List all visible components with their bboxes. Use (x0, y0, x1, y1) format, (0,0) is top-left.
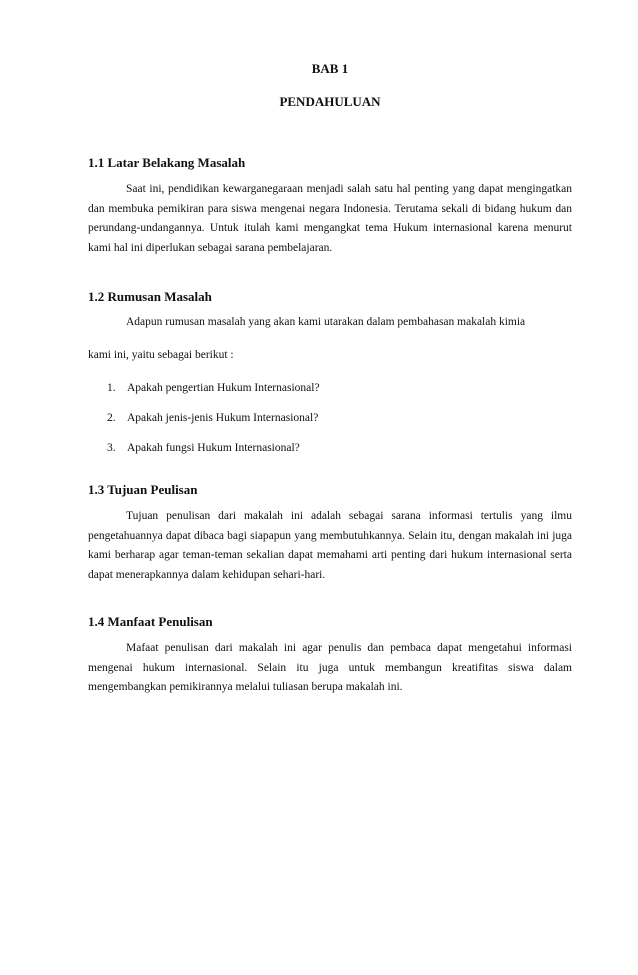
section-paragraph-tujuan-penulisan: Tujuan penulisan dari makalah ini adalah sebagai sarana informasi tertulis yang ilmu pengetahuannya dapat dibaca bagi siapapun yang membutuhkannya. Selain itu, dengan makalah ini juga kami berharap agar teman-teman sekalian dapat memahami arti penting dari hukum internasional serta dapat menerapkannya dalam kehidupan sehari-hari. (88, 510, 572, 581)
list-item-text: Apakah pengertian Hukum Internasional? (127, 382, 320, 394)
rumusan-intro-line-2: kami ini, yaitu sebagai berikut : (88, 349, 234, 361)
list-item-text: Apakah jenis-jenis Hukum Internasional? (127, 412, 319, 424)
section-heading-rumusan-masalah: 1.2 Rumusan Masalah (88, 289, 212, 304)
list-item-number: 3. (107, 442, 116, 454)
list-item (107, 442, 300, 454)
section-paragraph-latar-belakang: Saat ini, pendidikan kewarganegaraan menjadi salah satu hal penting yang dapat mengingatkan dan membuka pemikiran para siswa mengenai negara Indonesia. Terutama sekali di bidang hukum dan perundang-undangannya. Untuk itulah kami mengangkat tema Hukum internasional karena menurut kami hal ini diperlukan sebagai sarana pembelajaran. (88, 183, 572, 254)
section-heading-latar-belakang: 1.1 Latar Belakang Masalah (88, 155, 246, 170)
rumusan-intro-line-1: Adapun rumusan masalah yang akan kami utarakan dalam pembahasan makalah kimia (126, 316, 526, 328)
list-item (107, 412, 318, 424)
list-item-text: Apakah fungsi Hukum Internasional? (127, 442, 300, 454)
list-item-number: 1. (107, 382, 116, 394)
section-heading-manfaat-penulisan: 1.4 Manfaat Penulisan (88, 614, 213, 629)
chapter-number: BAB 1 (311, 61, 349, 76)
chapter-title: PENDAHULUAN (279, 94, 381, 109)
list-item (107, 382, 320, 394)
section-paragraph-manfaat-penulisan: Mafaat penulisan dari makalah ini agar penulis dan pembaca dapat mengetahui informasi mengenai hukum internasional. Selain itu juga untuk membangun kreatifitas siswa dalam mengembangkan pemikirannya melalui tuliasan berupa makalah ini. (88, 642, 572, 693)
list-item-number: 2. (107, 412, 116, 424)
section-heading-tujuan-penulisan: 1.3 Tujuan Peulisan (88, 482, 198, 497)
